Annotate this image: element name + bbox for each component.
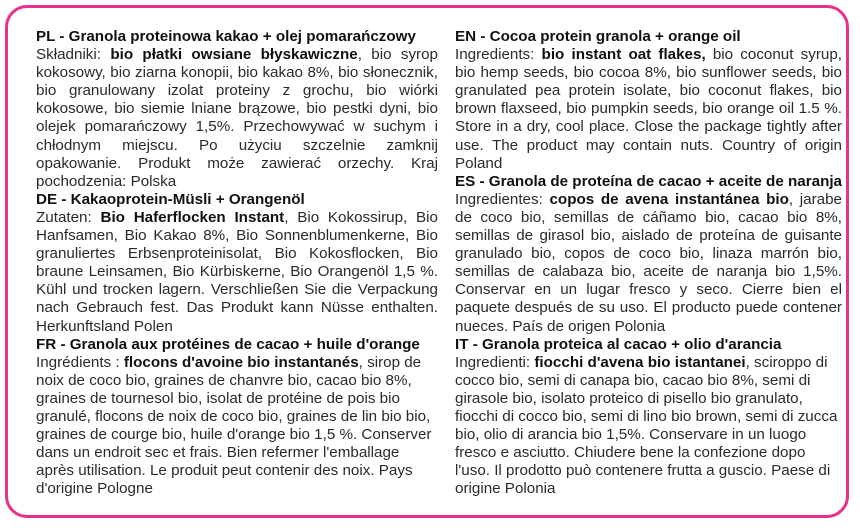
ingredients-intro: Ingredientes:	[455, 190, 550, 208]
main-ingredient: Bio Haferflocken Instant	[100, 208, 285, 226]
section-heading: PL - Granola proteinowa kakao + olej pomarańczowy	[36, 28, 416, 45]
section-en	[455, 28, 842, 173]
ingredients-text	[455, 191, 842, 336]
ingredients-intro: Zutaten:	[36, 208, 101, 226]
ingredients-text	[36, 46, 438, 191]
ingredients-rest: , bio syrop kokosowy, bio ziarna konopii, bio kakao 8%, bio słonecznik, bio granulowany izolat proteiny z grochu, bio wiórki kokosowe, bio siemie lniane brązowe, bio pestki dyni, bio olejek pomarańczowy 1,5%. Przechowywać w suchym i chłodnym miejscu. Po użyciu szczelnie zamknij opakowanie. Produkt może zawierać orzechy. Kraj pochodzenia: Polska	[36, 46, 438, 190]
ingredients-intro: Ingredients:	[455, 46, 542, 64]
product-label	[5, 5, 849, 518]
section-de	[36, 191, 438, 336]
ingredients-rest: , Bio Kokossirup, Bio Hanfsamen, Bio Kakao 8%, Bio Sonnenblumenkerne, Bio granuliertes Erbsenproteinisolat, Bio Kokosflocken, Bio braune Leinsamen, Bio Kürbiskerne, Bio Orangenöl 1,5 %. Kühl und trocken lagern. Verschließen Sie die Verpackung nach Gebrauch fest. Das Produkt kann Nüsse enthalten. Herkunftsland Polen	[36, 208, 438, 335]
main-ingredient: copos de avena instantánea bio	[549, 190, 789, 208]
section-heading: DE - Kakaoprotein-Müsli + Orangenöl	[36, 190, 305, 208]
section-es	[455, 173, 842, 336]
ingredients-intro: Ingrédients :	[36, 353, 124, 371]
ingredients-rest: , sirop de noix de coco bio, graines de chanvre bio, cacao bio 8%, graines de tournesol bio, isolat de protéine de pois bio granulé, flocons de noix de coco bio, graines de lin bio bio, graines de courge bio, huile d'orange bio 1,5 %. Conserver dans un endroit sec et frais. Bien refermer l'emballage après utilisation. Le produit peut contenir des noix. Pays d'origine Pologne	[36, 353, 432, 498]
main-ingredient: bio instant oat flakes,	[541, 46, 706, 64]
ingredients-text	[36, 354, 438, 499]
ingredients-text	[36, 209, 438, 336]
section-heading: IT - Granola proteica al cacao + olio d'arancia	[455, 335, 782, 353]
section-heading: ES - Granola de proteína de cacao + aceite de naranja	[455, 172, 843, 190]
section-heading: EN - Cocoa protein granola + orange oil	[455, 28, 741, 45]
ingredients-text	[455, 354, 842, 499]
main-ingredient: fiocchi d'avena bio istantanei	[534, 353, 746, 371]
ingredients-text	[455, 46, 842, 173]
section-heading: FR - Granola aux protéines de cacao + huile d'orange	[36, 335, 420, 353]
section-it	[455, 336, 842, 499]
section-pl	[36, 28, 438, 191]
ingredients-rest: , jarabe de coco bio, semillas de cáñamo bio, cacao bio 8%, semillas de girasol bio, aislado de proteína de guisante granulado bio, copos de coco bio, linaza marrón bio, semillas de calabaza bio, aceite de naranja bio 1,5%. Conservar en un lugar fresco y seco. Cierre bien el paquete después de su uso. El producto puede contener nueces. País de origen Polonia	[455, 190, 842, 335]
main-ingredient: flocons d'avoine bio instantanés	[123, 353, 359, 371]
ingredients-rest: , sciroppo di cocco bio, semi di canapa bio, cacao bio 8%, semi di girasole bio, isolato proteico di pisello bio granulato, fiocchi di cocco bio, semi di lino bio brown, semi di zucca bio, olio di arancia bio 1,5%. Conservare in un luogo fresco e asciutto. Chiudere bene la confezione dopo l'uso. Il prodotto può contenere frutta a guscio. Paese di origine Polonia	[455, 353, 838, 498]
ingredients-intro: Składniki:	[36, 46, 111, 64]
right-column	[455, 28, 842, 498]
left-column	[36, 28, 438, 498]
section-fr	[36, 336, 438, 499]
main-ingredient: bio płatki owsiane błyskawiczne	[110, 46, 358, 64]
ingredients-rest: bio coconut syrup, bio hemp seeds, bio cocoa 8%, bio sunflower seeds, bio granulated pea protein isolate, bio coconut flakes, bio brown flaxseed, bio pumpkin seeds, bio orange oil 1.5 %. Store in a dry, cool place. Close the package tightly after use. The product may contain nuts. Country of origin Poland	[455, 46, 842, 172]
ingredients-intro: Ingredienti:	[455, 353, 535, 371]
